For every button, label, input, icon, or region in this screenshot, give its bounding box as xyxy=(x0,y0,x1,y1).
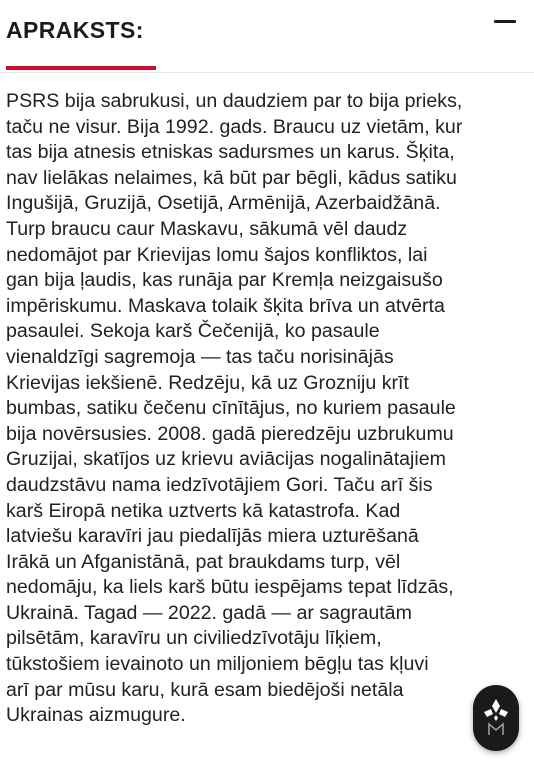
text-line: Krievijas iekšienē. Redzēju, kā uz Grozniju krīt xyxy=(6,371,409,394)
text-line: pilsētām, karavīru un civiliedzīvotāju līķiem, xyxy=(6,627,382,650)
text-line: pasaulei. Sekoja karš Čečenijā, ko pasaule xyxy=(6,320,380,343)
text-line: nav lielākas nelaimes, kā būt par bēgli, kādus satiku xyxy=(6,166,457,189)
section-title: APRAKSTS: xyxy=(6,17,144,43)
text-line: impēriskumu. Maskava tolaik šķita brīva un atvērta xyxy=(6,294,445,317)
text-line: taču ne visur. Bija 1992. gads. Braucu uz vietām, kur xyxy=(6,115,463,138)
description-text xyxy=(6,89,530,729)
text-line: PSRS bija sabrukusi, un daudziem par to bija prieks, xyxy=(6,90,463,112)
text-line: arī par mūsu karu, kurā esam biedējoši netāla xyxy=(6,678,404,701)
text-line: tas bija atnesis etniskas sadursmes un karus. Šķita, xyxy=(6,141,455,164)
text-line: gan bija ļaudis, kas runāja par Kremļa neizgaisušo xyxy=(6,269,443,292)
text-line: Irākā un Afganistānā, pat braukdams turp, vēl xyxy=(6,550,401,573)
text-line: nedomāju, ka liels karš būtu iespējams tepat līdzās, xyxy=(6,576,454,599)
text-line: Turp braucu caur Maskavu, sākumā vēl daudz xyxy=(6,217,408,240)
title-underline xyxy=(6,66,156,70)
text-line: Gruzijai, skatījos uz krievu aviācijas nogalinātajiem xyxy=(6,448,446,471)
text-line: bija novērsusies. 2008. gadā pieredzēju uzbrukumu xyxy=(6,422,454,445)
header-divider xyxy=(0,72,534,73)
text-line: karš Eiropā netika uztverts kā katastrofa. Kad xyxy=(6,499,401,522)
collapse-button[interactable] xyxy=(490,8,520,36)
text-line: Ukrainas aizmugure. xyxy=(6,704,186,727)
text-line: Ukrainā. Tagad — 2022. gadā — ar sagrautām xyxy=(6,601,412,624)
floating-menu-button[interactable] xyxy=(473,685,519,751)
section-header xyxy=(0,0,534,74)
ornament-logo-icon xyxy=(480,697,512,739)
text-line: latviešu karavīri jau piedalījās miera uzturēšanā xyxy=(6,525,419,548)
text-line: tūkstošiem ievainoto un miljoniem bēgļu tas kļuvi xyxy=(6,653,429,676)
text-line: daudzstāvu nama iedzīvotājiem Gori. Taču arī šis xyxy=(6,473,433,496)
text-line: vienaldzīgi sagremoja — tas taču norisinājās xyxy=(6,345,394,368)
text-line: bumbas, satiku čečenu cīnītājus, no kuriem pasaule xyxy=(6,397,456,420)
minus-icon xyxy=(494,20,516,23)
text-line: Ingušijā, Gruzijā, Osetijā, Armēnijā, Azerbaidžānā. xyxy=(6,192,441,215)
text-line: nedomājot par Krievijas lomu šajos konfliktos, lai xyxy=(6,243,428,266)
